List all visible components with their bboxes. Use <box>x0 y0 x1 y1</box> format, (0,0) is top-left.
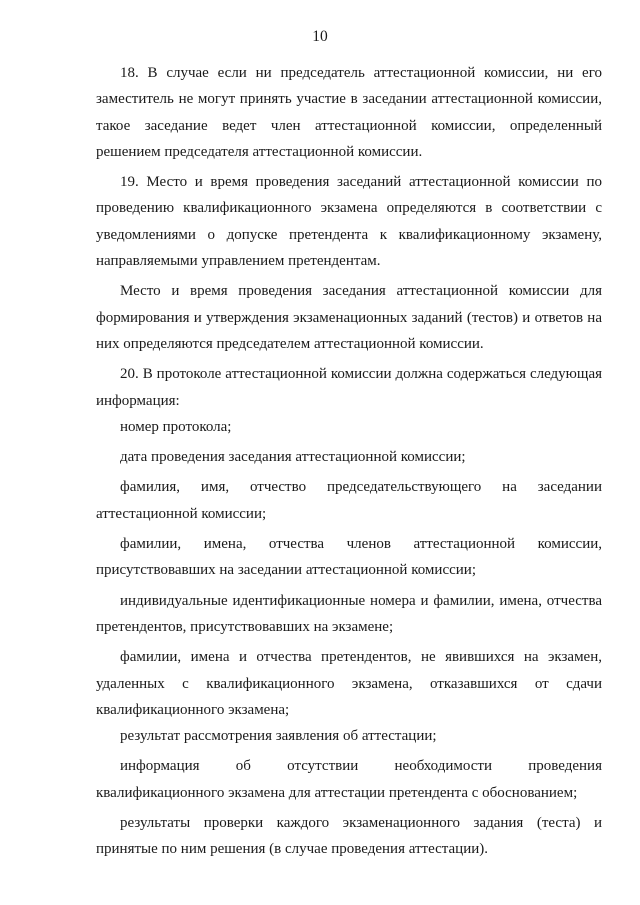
list-item-meeting-date: дата проведения заседания аттестационной комиссии; <box>120 449 466 466</box>
list-item-candidates-present: индивидуальные идентификационные номера и фамилии, имена, отчества претендентов, присутствовавших на экзамене; <box>96 592 602 635</box>
page-number: 10 <box>312 28 328 45</box>
list-item-members-present: фамилии, имена, отчества членов аттестационной комиссии, присутствовавших на заседании аттестационной комиссии; <box>96 536 602 579</box>
document-body <box>96 60 602 863</box>
paragraph-18: 18. В случае если ни председатель аттестационной комиссии, ни его заместитель не могут принять участие в заседании аттестационной комиссии, такое заседание ведет член аттестационной комиссии, определенный решением председателя аттестационной комиссии. <box>96 65 602 160</box>
list-item-task-check-results: результаты проверки каждого экзаменационного задания (теста) и принятые по ним решения (в случае проведения аттестации). <box>96 815 602 858</box>
paragraph-19: 19. Место и время проведения заседаний аттестационной комиссии по проведению квалификационного экзамена определяются в соответствии с уведомлениями о допуске претендента к квалификационному экзамену, направляемыми управлением претендентам. <box>96 174 602 270</box>
list-item-exam-not-required: информация об отсутствии необходимости проведения квалификационного экзамена для аттестации претендента с обоснованием; <box>96 758 602 801</box>
list-item-protocol-number: номер протокола; <box>120 418 232 435</box>
list-item-candidates-absent: фамилии, имена и отчества претендентов, не явившихся на экзамен, удаленных с квалификационного экзамена, отказавшихся от сдачи квалификационного экзамена; <box>96 649 602 718</box>
list-item-application-result: результат рассмотрения заявления об аттестации; <box>120 728 437 745</box>
list-item-chair-name: фамилия, имя, отчество председательствующего на заседании аттестационной комиссии; <box>96 479 602 522</box>
paragraph-place-and-time: Место и время проведения заседания аттестационной комиссии для формирования и утверждения экзаменационных заданий (тестов) и ответов на них определяются председателем аттестационной комиссии. <box>96 283 602 352</box>
paragraph-20: 20. В протоколе аттестационной комиссии должна содержаться следующая информация: <box>96 366 602 409</box>
